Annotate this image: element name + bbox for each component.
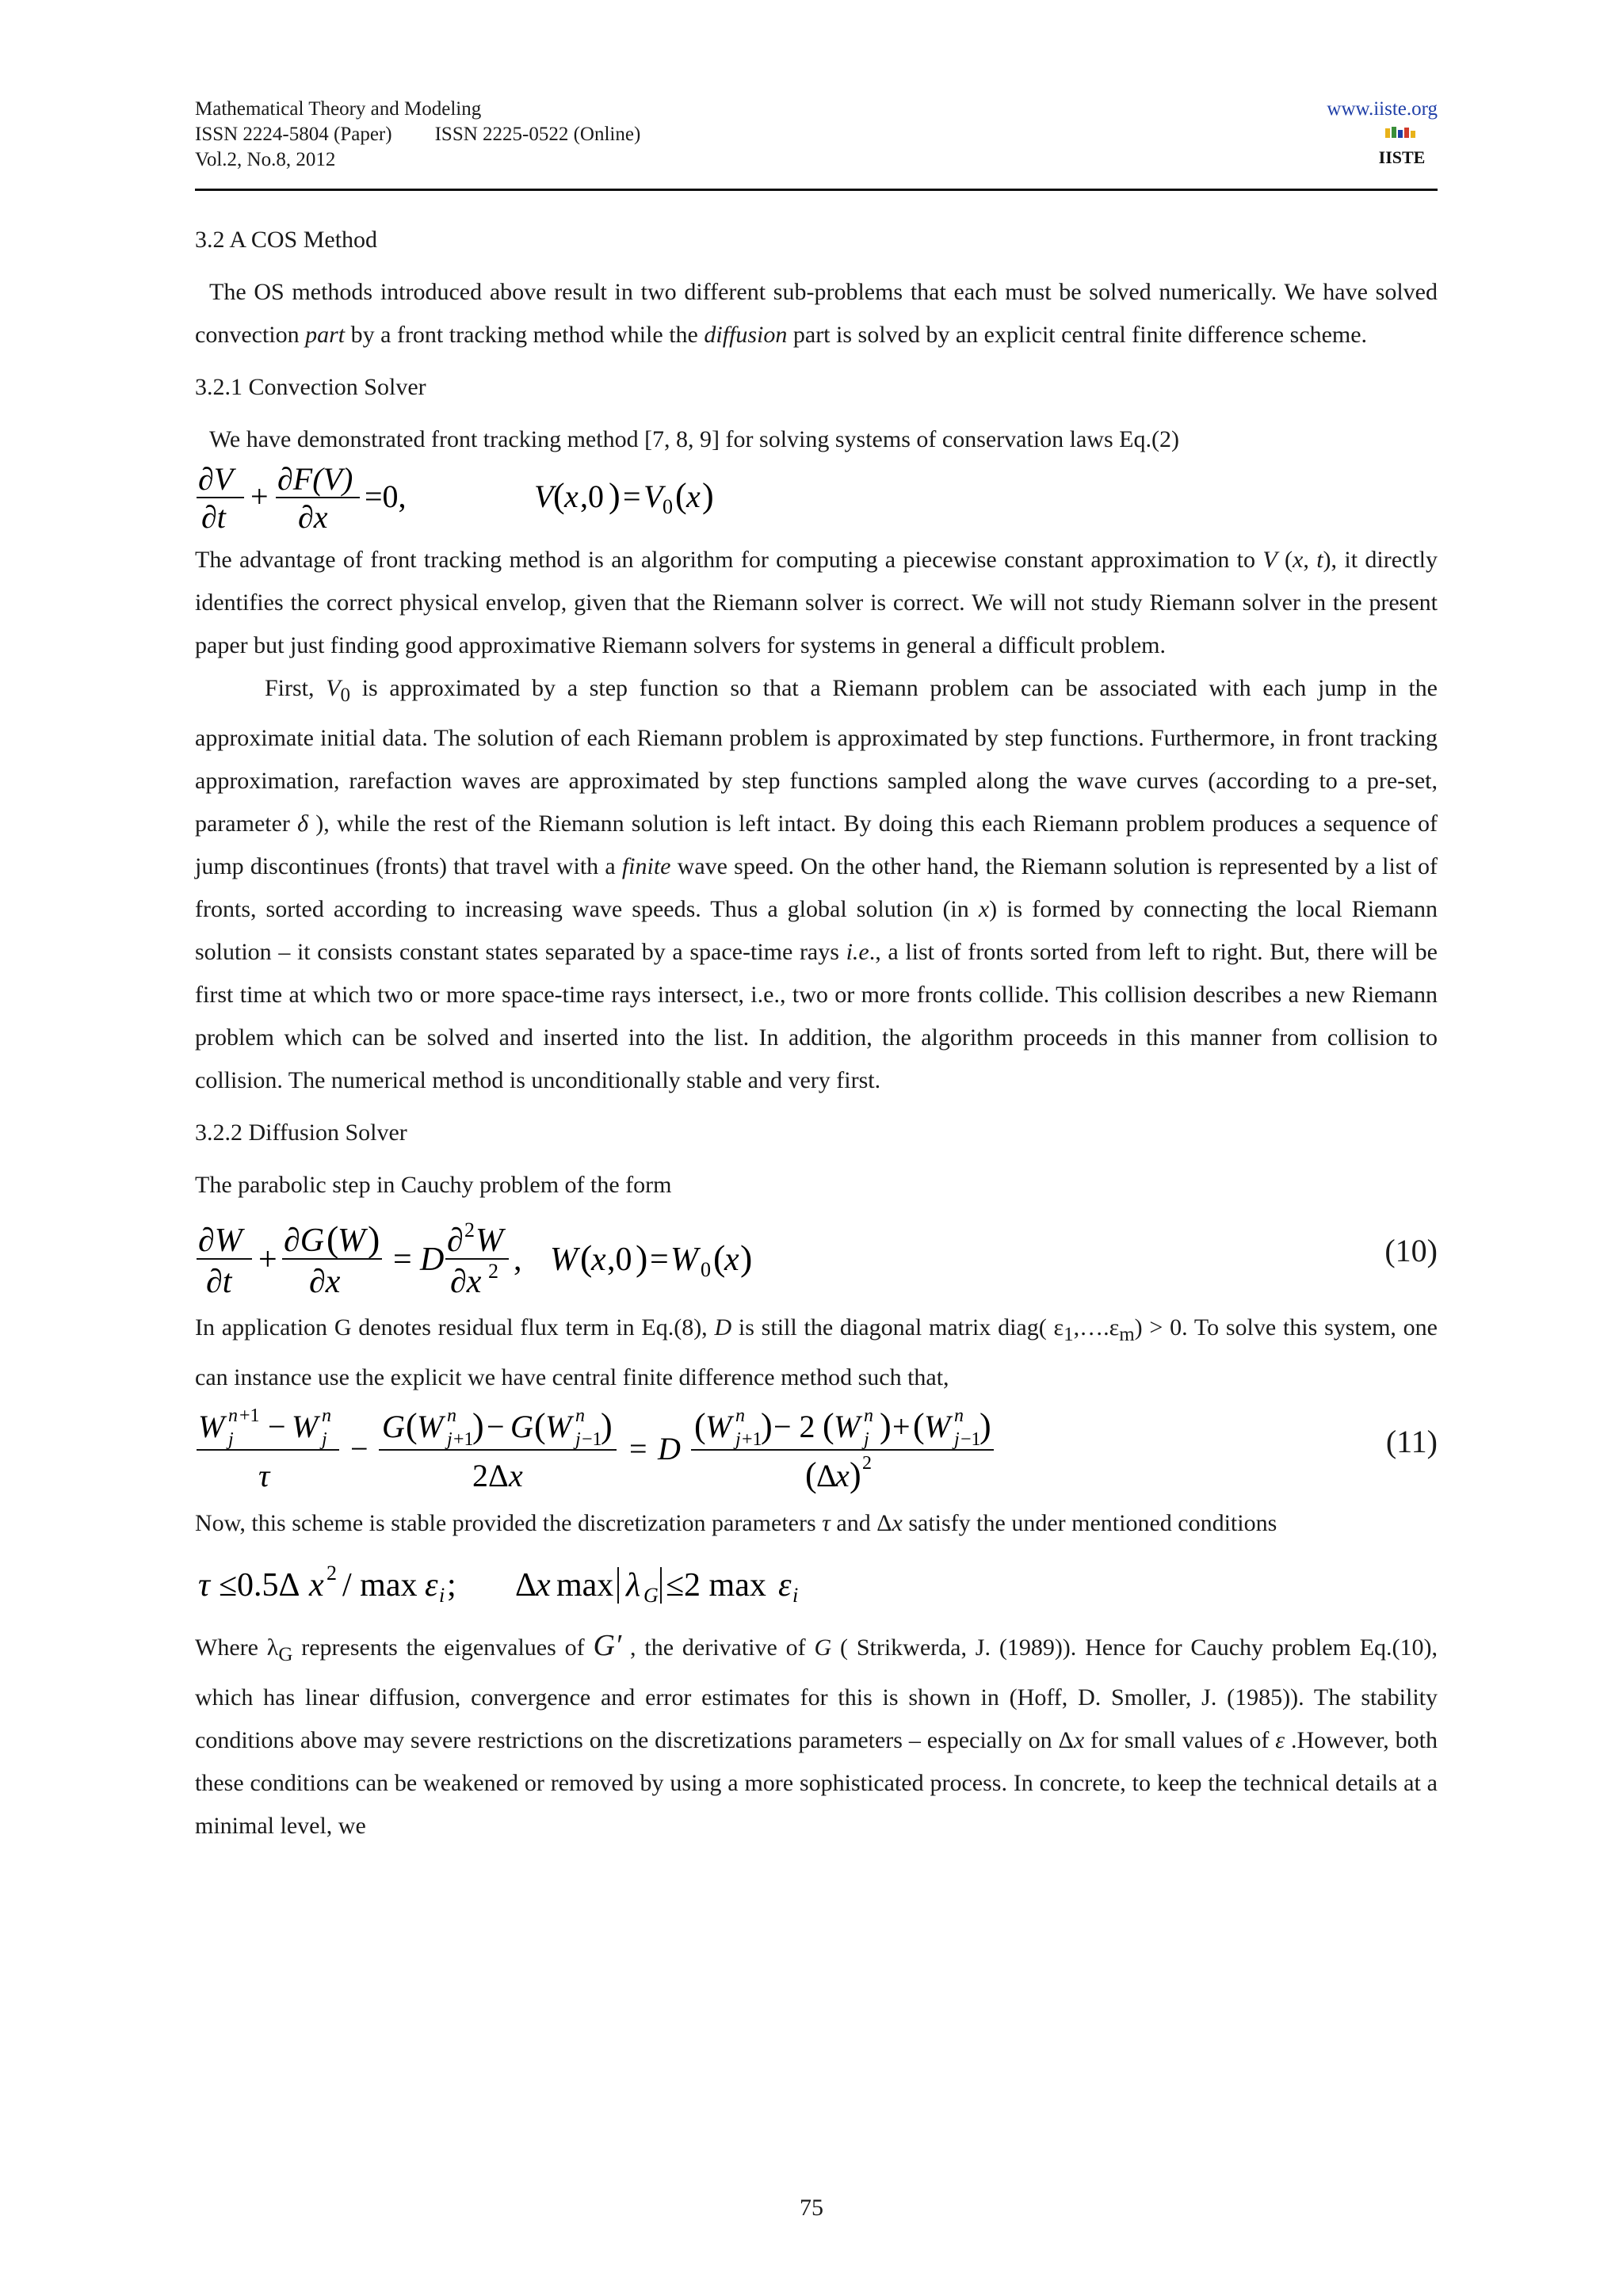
section-heading-3-2: 3.2 A COS Method bbox=[195, 227, 378, 253]
svg-text:(: ( bbox=[675, 476, 687, 515]
svg-text:(: ( bbox=[913, 1406, 925, 1445]
svg-text:/ max: / max bbox=[342, 1567, 418, 1604]
svg-text:2: 2 bbox=[862, 1453, 872, 1474]
text-run-italic: finite bbox=[621, 853, 671, 879]
svg-text:): ) bbox=[740, 1238, 753, 1278]
svg-text:τ: τ bbox=[258, 1458, 270, 1493]
text-run: for small values of bbox=[1084, 1727, 1276, 1753]
website-link[interactable]: www.iiste.org bbox=[1327, 98, 1438, 120]
svg-text:−: − bbox=[350, 1431, 369, 1466]
svg-text:): ) bbox=[368, 1219, 380, 1259]
page-header bbox=[195, 97, 1438, 195]
text-run: represents the eigenvalues of bbox=[292, 1634, 594, 1661]
svg-text:≤2 max: ≤2 max bbox=[666, 1567, 766, 1604]
text-run: ) is formed by connecting the local Riemann solution – it consists constant states separated by a space-time rays bbox=[195, 896, 1438, 965]
journal-title: Mathematical Theory and Modeling bbox=[195, 98, 482, 120]
svg-text:): ) bbox=[850, 1455, 861, 1494]
svg-text:0: 0 bbox=[663, 495, 673, 518]
svg-text:=: = bbox=[650, 1241, 669, 1278]
svg-text:(: ( bbox=[713, 1238, 726, 1278]
text-run: .However, both these conditions can be weakened or removed by using a more sophisticated process. In concrete, to keep the technical details at a minimal level, we bbox=[195, 1727, 1438, 1839]
text-run: ( Strikwerda, J. (1989)). Hence for Cauchy problem Eq.(10), which has linear diffusion, convergence and error estimates for this is shown in (Hoff, D. Smoller, J. (1985)). The stability conditions above may severe restrictions on the discretizations parameters – especially on Δ bbox=[195, 1634, 1438, 1753]
logo-text: IISTE bbox=[1378, 147, 1426, 167]
text-run-italic: part bbox=[305, 322, 346, 348]
svg-text:G: G bbox=[382, 1409, 405, 1444]
svg-text:=: = bbox=[393, 1241, 412, 1278]
text-run: Where λ bbox=[195, 1634, 279, 1661]
svg-text:2: 2 bbox=[464, 1219, 475, 1241]
svg-text:G: G bbox=[510, 1409, 533, 1444]
header-rule bbox=[195, 189, 1438, 191]
text-run: ,….ε bbox=[1073, 1314, 1120, 1341]
text-run-italic: diffusion bbox=[704, 322, 788, 348]
svg-text:V: V bbox=[534, 479, 554, 514]
svg-text:V: V bbox=[643, 479, 663, 514]
svg-text:∂x: ∂x bbox=[309, 1264, 341, 1300]
svg-text:j: j bbox=[575, 1429, 581, 1450]
svg-text:(: ( bbox=[805, 1455, 817, 1494]
header-right bbox=[1327, 97, 1438, 122]
svg-text:=: = bbox=[623, 479, 641, 514]
tau-symbol: τ bbox=[822, 1510, 831, 1536]
text-run: The OS methods introduced above result in two different sub-problems that each must be solved numerically. We have solved convection bbox=[195, 279, 1438, 348]
text-run-subscript: 0 bbox=[340, 685, 351, 706]
equation-conservation-law bbox=[195, 461, 1438, 534]
svg-text:∂x: ∂x bbox=[298, 499, 328, 534]
text-run: is still the diagonal matrix diag( ε bbox=[731, 1314, 1064, 1341]
svg-text:): ) bbox=[880, 1406, 892, 1445]
text-run: by a front tracking method while the bbox=[345, 322, 705, 348]
svg-text:−: − bbox=[487, 1409, 505, 1444]
text-run: wave speed. On the other hand, the Riemann solution is represented by a list of fronts, sorted according to increasing wave speeds. Thus a global solution (in bbox=[195, 853, 1438, 922]
page-number: 75 bbox=[800, 2195, 823, 2221]
svg-text:τ: τ bbox=[198, 1567, 211, 1604]
text-run-italic: G bbox=[814, 1634, 832, 1661]
equation-10 bbox=[195, 1215, 1438, 1302]
svg-text:(: ( bbox=[823, 1406, 834, 1445]
svg-text:W: W bbox=[834, 1409, 861, 1444]
svg-text:∂W: ∂W bbox=[198, 1222, 242, 1259]
text-run-italic: x bbox=[892, 1510, 903, 1536]
svg-text:ε: ε bbox=[778, 1567, 792, 1604]
equation-stability-conditions bbox=[195, 1553, 1438, 1619]
svg-text:i: i bbox=[792, 1584, 799, 1607]
text-run: ., a list of fronts sorted from left to right. But, there will be first time at which two or more space-time rays intersect, i.e., two or more fronts collide. This collision describes a new Riemann problem which can be solved and inserted into the list. In addition, the algorithm proceeds in this manner from collision to collision. The numerical method is unconditionally stable and very first. bbox=[195, 939, 1438, 1093]
paragraph-front-tracking-intro: We have demonstrated front tracking method [7, 8, 9] for solving systems of conservation laws Eq.(2) bbox=[209, 426, 1179, 452]
svg-text:): ) bbox=[601, 1406, 613, 1445]
svg-text:0: 0 bbox=[701, 1258, 711, 1281]
svg-text:Δ: Δ bbox=[816, 1458, 837, 1493]
svg-text:): ) bbox=[980, 1406, 991, 1445]
svg-text:(: ( bbox=[327, 1219, 339, 1259]
section-heading-3-2-1: 3.2.1 Convection Solver bbox=[195, 374, 426, 400]
volume-info: Vol.2, No.8, 2012 bbox=[195, 149, 336, 170]
svg-text:+: + bbox=[250, 479, 269, 514]
svg-text:(: ( bbox=[694, 1406, 706, 1445]
text-run-italic: V bbox=[1262, 547, 1277, 573]
delta-symbol: δ bbox=[297, 810, 309, 837]
svg-text:;: ; bbox=[447, 1567, 456, 1604]
svg-text:max: max bbox=[556, 1567, 614, 1604]
text-run: ) > 0. To solve this system, one can instance use the explicit we have central finite difference method such that, bbox=[195, 1314, 1438, 1390]
section-heading-3-2-2: 3.2.2 Diffusion Solver bbox=[195, 1119, 407, 1146]
equation-10-graphic bbox=[195, 1215, 908, 1302]
page-body bbox=[195, 214, 1438, 1848]
paragraph-os-methods bbox=[195, 271, 1438, 357]
svg-text:): ) bbox=[636, 1238, 648, 1278]
svg-text:W: W bbox=[670, 1241, 698, 1278]
svg-text:,: , bbox=[514, 1241, 522, 1278]
issn-paper: ISSN 2224-5804 (Paper) bbox=[195, 124, 392, 145]
svg-text:−1: −1 bbox=[582, 1429, 602, 1450]
iiste-logo-icon bbox=[1377, 124, 1426, 173]
svg-text:W: W bbox=[475, 1222, 503, 1259]
text-run-italic: D bbox=[714, 1314, 732, 1341]
svg-text:+1: +1 bbox=[453, 1429, 474, 1450]
svg-text:,0: ,0 bbox=[607, 1241, 632, 1278]
equation-11 bbox=[195, 1399, 1438, 1497]
svg-text:n: n bbox=[954, 1405, 964, 1426]
svg-text:W: W bbox=[292, 1409, 319, 1444]
text-run-italic: x bbox=[1073, 1727, 1085, 1753]
text-run-subscript: 1 bbox=[1064, 1324, 1074, 1345]
svg-text:=0,: =0, bbox=[365, 479, 407, 514]
svg-text:n: n bbox=[735, 1405, 745, 1426]
svg-text:x: x bbox=[509, 1458, 523, 1493]
svg-text:n: n bbox=[228, 1405, 238, 1426]
paragraph-application bbox=[195, 1306, 1438, 1399]
svg-text:2: 2 bbox=[327, 1562, 337, 1585]
svg-text:2: 2 bbox=[488, 1260, 498, 1283]
svg-text:W: W bbox=[924, 1409, 951, 1444]
text-run-italic: i.e bbox=[846, 939, 869, 965]
svg-text:W: W bbox=[705, 1409, 732, 1444]
svg-text:x: x bbox=[724, 1241, 739, 1278]
svg-text:n: n bbox=[322, 1405, 331, 1426]
equation-11-graphic bbox=[195, 1399, 1146, 1497]
svg-text:−1: −1 bbox=[960, 1429, 981, 1450]
svg-text:∂F(V): ∂F(V) bbox=[277, 461, 353, 497]
svg-text:): ) bbox=[702, 476, 714, 515]
equation-conservation-law-graphic bbox=[195, 461, 797, 534]
paragraph-stability bbox=[195, 1502, 1438, 1545]
svg-text:∂x: ∂x bbox=[450, 1264, 482, 1300]
svg-text:W: W bbox=[417, 1409, 444, 1444]
svg-text:∂t: ∂t bbox=[201, 499, 226, 534]
text-run: In application G denotes residual flux term in Eq.(8), bbox=[195, 1314, 715, 1341]
svg-text:+1: +1 bbox=[742, 1429, 762, 1450]
text-run: part is solved by an explicit central finite difference scheme. bbox=[787, 322, 1368, 348]
text-run: , the derivative of bbox=[621, 1634, 815, 1661]
equation-number-10: (10) bbox=[1384, 1233, 1438, 1268]
svg-text:j: j bbox=[735, 1429, 741, 1450]
text-run-subscript: m bbox=[1119, 1324, 1135, 1345]
svg-text:2Δ: 2Δ bbox=[472, 1458, 509, 1493]
svg-text:x: x bbox=[309, 1567, 324, 1604]
svg-text:j: j bbox=[322, 1429, 327, 1450]
paragraph-step-function bbox=[195, 667, 1438, 1102]
text-run: The advantage of front tracking method is an algorithm for computing a piecewise constant approximation to bbox=[195, 547, 1263, 573]
svg-text:): ) bbox=[761, 1406, 773, 1445]
paragraph-front-tracking-advantage bbox=[195, 539, 1438, 667]
text-run-italic: x bbox=[1293, 547, 1304, 573]
svg-text:W: W bbox=[338, 1222, 365, 1259]
svg-text:ε: ε bbox=[425, 1567, 438, 1604]
svg-text:=: = bbox=[629, 1431, 647, 1466]
svg-text:n: n bbox=[864, 1405, 873, 1426]
svg-text:i: i bbox=[439, 1584, 445, 1607]
svg-text:(: ( bbox=[534, 1406, 546, 1445]
svg-text:x: x bbox=[536, 1567, 551, 1604]
text-run: is approximated by a step function so that a Riemann problem can be associated with each jump in the approximate initial data. The solution of each Riemann problem is approximated by step functions. Furthermore, in front tracking approximation, rarefaction waves are approximated by step functions sampled along the wave curves (according to a pre-set, parameter bbox=[195, 675, 1438, 837]
svg-text:j: j bbox=[864, 1429, 869, 1450]
text-run: ), it directly identifies the correct physical envelop, given that the Riemann solver is correct. We will not study Riemann solver in the present paper but just finding good approximative Riemann solvers for systems in general a difficult problem. bbox=[195, 547, 1438, 658]
text-run: Now, this scheme is stable provided the discretization parameters bbox=[195, 1510, 823, 1536]
svg-text:n: n bbox=[447, 1405, 456, 1426]
svg-text:x: x bbox=[686, 479, 701, 514]
svg-text:−: − bbox=[268, 1409, 286, 1444]
svg-text:∂: ∂ bbox=[447, 1222, 464, 1259]
text-run: ), while the rest of the Riemann solution is left intact. By doing this each Riemann problem produces a sequence of jump discontinues (fronts) that travel with a bbox=[195, 810, 1438, 879]
paragraph-eigenvalues bbox=[195, 1624, 1438, 1848]
svg-text:W: W bbox=[550, 1241, 578, 1278]
svg-text:Δ: Δ bbox=[515, 1567, 537, 1604]
svg-text:D: D bbox=[420, 1241, 445, 1278]
svg-text:λ: λ bbox=[626, 1567, 641, 1604]
text-run-italic: V bbox=[326, 675, 341, 701]
text-run: ( bbox=[1277, 547, 1293, 573]
g-prime-symbol: G′ bbox=[593, 1629, 622, 1662]
text-run: and Δ bbox=[830, 1510, 892, 1536]
issn-line bbox=[195, 122, 640, 147]
svg-text:− 2: − 2 bbox=[773, 1409, 815, 1444]
text-run: First, bbox=[265, 675, 327, 701]
svg-text:): ) bbox=[609, 476, 621, 515]
svg-text:∂t: ∂t bbox=[206, 1264, 232, 1300]
svg-text:+: + bbox=[258, 1241, 277, 1278]
text-run-italic: x bbox=[978, 896, 990, 922]
epsilon-symbol: ε bbox=[1275, 1727, 1285, 1753]
svg-text:j: j bbox=[954, 1429, 960, 1450]
text-run: satisfy the under mentioned conditions bbox=[902, 1510, 1277, 1536]
svg-text:,0: ,0 bbox=[580, 479, 604, 514]
svg-text:(: ( bbox=[406, 1406, 418, 1445]
equation-stability-graphic bbox=[195, 1553, 908, 1619]
journal-info bbox=[195, 97, 640, 173]
svg-text:G: G bbox=[643, 1584, 659, 1607]
svg-text:): ) bbox=[472, 1406, 484, 1445]
text-run-italic: t bbox=[1316, 547, 1323, 573]
svg-text:j: j bbox=[228, 1429, 234, 1450]
svg-text:∂V: ∂V bbox=[198, 461, 234, 497]
svg-text:x: x bbox=[591, 1241, 606, 1278]
svg-text:(: ( bbox=[553, 476, 565, 515]
svg-text:≤0.5Δ: ≤0.5Δ bbox=[219, 1567, 300, 1604]
svg-text:∂G: ∂G bbox=[284, 1222, 325, 1259]
svg-text:D: D bbox=[658, 1431, 681, 1466]
svg-text:+1: +1 bbox=[239, 1405, 260, 1426]
svg-text:W: W bbox=[545, 1409, 572, 1444]
equation-number-11: (11) bbox=[1385, 1424, 1438, 1459]
text-run-subscript: G bbox=[278, 1644, 293, 1665]
svg-text:x: x bbox=[564, 479, 579, 514]
svg-text:j: j bbox=[447, 1429, 453, 1450]
svg-text:(: ( bbox=[580, 1238, 593, 1278]
paragraph-parabolic-step: The parabolic step in Cauchy problem of the form bbox=[195, 1172, 672, 1198]
svg-text:x: x bbox=[835, 1458, 850, 1493]
svg-text:+: + bbox=[892, 1409, 911, 1444]
text-run: , bbox=[1303, 547, 1317, 573]
svg-text:W: W bbox=[198, 1409, 225, 1444]
svg-text:n: n bbox=[575, 1405, 585, 1426]
issn-online: ISSN 2225-0522 (Online) bbox=[434, 124, 641, 145]
